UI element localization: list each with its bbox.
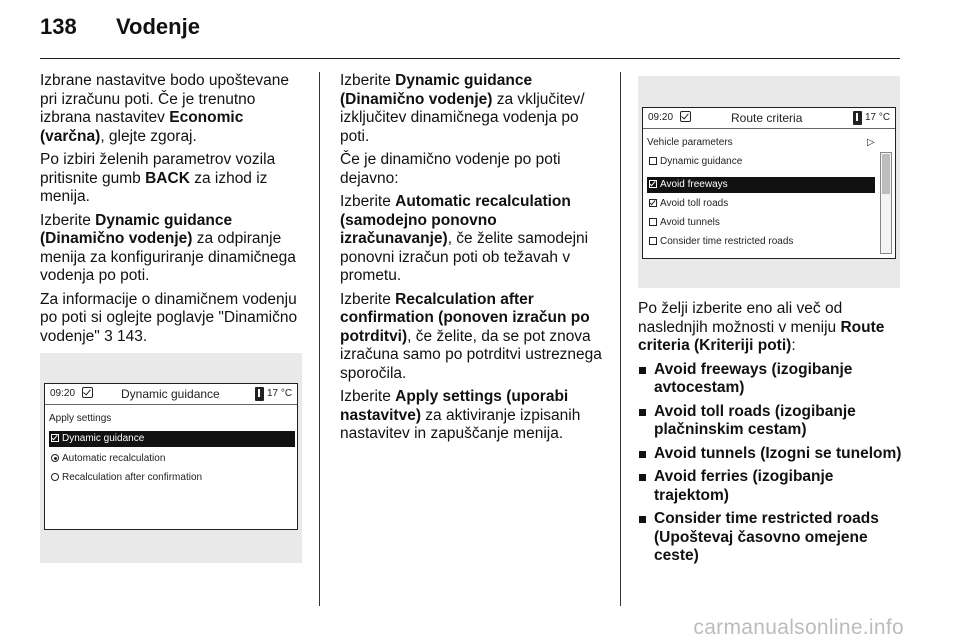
menu-item-avoid-toll-roads[interactable] [647,196,728,212]
checkbox-icon [649,180,657,188]
bold-text: Apply settings (uporabi nastavitve) [340,388,569,424]
option-list [638,361,904,566]
display-frame [44,383,298,530]
item-label: Automatic recalculation [62,453,166,464]
text: Izbrane nastavitve bodo upoštevane pri izračunu poti. Če je trenutno izbrana nastavitev [40,72,290,126]
checkbox-icon [649,237,657,245]
text: Izberite [340,72,396,89]
bold-text: Economic (varčna) [40,109,244,145]
column-divider-1 [319,72,320,606]
menu-heading [647,135,733,151]
paragraph-2 [40,151,302,207]
bold-text: Recalculation after confirmation (ponoven izračun po potrditvi) [340,290,590,345]
menu-item-avoid-freeways[interactable] [647,177,875,193]
radio-icon [51,454,59,462]
text: Po želji izberite eno ali več od naslednjih možnosti v meniju [638,300,843,336]
item-label: Consider time restricted roads [660,236,794,247]
screenshot-dynamic-guidance [40,353,302,563]
menu-item-consider-time-restricted-roads[interactable] [647,234,793,250]
screen-title: Route criteria [731,111,803,125]
status-bar [45,384,297,405]
header-rule [40,58,900,59]
chevron-right-icon[interactable]: ▷ [867,137,875,148]
paragraph-3 [40,212,302,286]
item-label: Dynamic guidance [660,156,743,167]
temperature-text: 17 °C [865,112,891,123]
checkbox-icon [649,218,657,226]
display-frame [642,107,896,259]
item-label: Avoid freeways [660,179,728,190]
paragraph-4 [340,291,602,384]
item-label: Recalculation after confirmation [62,472,203,483]
text: za odpiranje menija za konfiguriranje dinamičnega vodenja po poti. [40,230,296,284]
bold-text: Dynamic guidance (Dinamično vodenje) [340,72,533,108]
column-1 [40,72,302,351]
paragraph-1 [340,72,602,146]
thermometer-icon [853,111,862,125]
menu-item-dynamic-guidance[interactable] [49,431,295,447]
screen-title: Dynamic guidance [121,387,220,401]
text: Za informacije o dinamičnem vodenju po poti si oglejte poglavje "Dinamično vodenje" [40,290,298,345]
paragraph-3 [340,193,602,286]
item-label: Avoid tunnels [660,217,720,228]
check-icon [680,111,691,122]
list-item: Avoid toll roads (izogibanje plačninskim cestam) [638,403,904,440]
heading-label: Apply settings [49,413,112,424]
list-item: Consider time restricted roads (Upoštevaj časovno omejene ceste) [638,510,904,566]
page-ref-symbol[interactable]: 3 [104,327,113,345]
text: , če želite, da se pot znova izračuna samo po potrditvi ustreznega sporočila. [340,327,602,382]
scrollbar[interactable] [880,152,892,254]
menu-item-avoid-tunnels[interactable] [647,215,720,231]
list-item: Avoid tunnels (Izogni se tunelom) [638,445,904,464]
menu-heading [49,411,111,427]
page-title: Vodenje [116,14,200,39]
column-2 [340,72,602,449]
paragraph-2: Če je dinamično vodenje po poti dejavno: [340,151,561,187]
bold-text: Dynamic guidance (Dinamično vodenje) [40,211,233,247]
screenshot-route-criteria [638,76,900,288]
list-item: Avoid ferries (izogibanje trajektom) [638,468,904,505]
text: Izberite [40,211,96,229]
paragraph-4 [40,291,302,347]
text: , glejte zgoraj. [100,127,197,145]
bold-text: BACK [145,169,190,187]
list-item: Avoid freeways (izogibanje avtocestam) [638,361,904,398]
text: Izberite [340,388,396,405]
menu-item-dynamic-guidance[interactable] [647,154,742,170]
radio-icon [51,473,59,481]
text: za aktiviranje izpisanih nastavitev in zapuščanje menija. [340,406,581,442]
text: Po izbiri želenih parametrov vozila pritisnite gumb [40,151,276,187]
bold-text: Route criteria (Kriteriji poti) [638,318,885,354]
menu-item-recalculation-after-confirmation[interactable] [49,470,202,486]
text: Izberite [340,290,396,308]
temperature-text: 17 °C [267,388,293,399]
text: Izberite [340,193,396,210]
status-bar [643,108,895,129]
menu-item-automatic-recalculation[interactable] [49,451,165,467]
heading-label: Vehicle parameters [647,137,733,148]
text: za izhod iz menija. [40,169,268,205]
text: za vključitev/ izključitev dinamičnega vodenja po poti. [340,90,585,145]
checkbox-icon [51,434,59,442]
item-label: Avoid toll roads [660,198,729,209]
paragraph-5 [340,388,602,444]
page-ref-number[interactable]: 143. [112,327,148,345]
text: , če želite samodejni ponovni izračun poti ob težavah v prometu. [340,230,589,284]
intro-paragraph [638,300,904,356]
checkbox-icon [649,157,657,165]
column-divider-2 [620,72,621,606]
column-3 [638,300,904,571]
page-header [40,14,200,54]
item-label: Dynamic guidance [62,433,145,444]
text: : [791,337,796,354]
check-icon [82,387,93,398]
checkbox-icon [649,199,657,207]
clock-text: 09:20 [648,112,674,123]
scrollbar-thumb[interactable] [882,154,890,194]
clock-text: 09:20 [50,388,76,399]
watermark: carmanualsonline.info [693,616,904,639]
page-number: 138 [40,14,77,39]
thermometer-icon [255,387,264,401]
bold-text: Automatic recalculation (samodejno ponovno izračunavanje) [340,193,571,247]
paragraph-1 [40,72,302,146]
